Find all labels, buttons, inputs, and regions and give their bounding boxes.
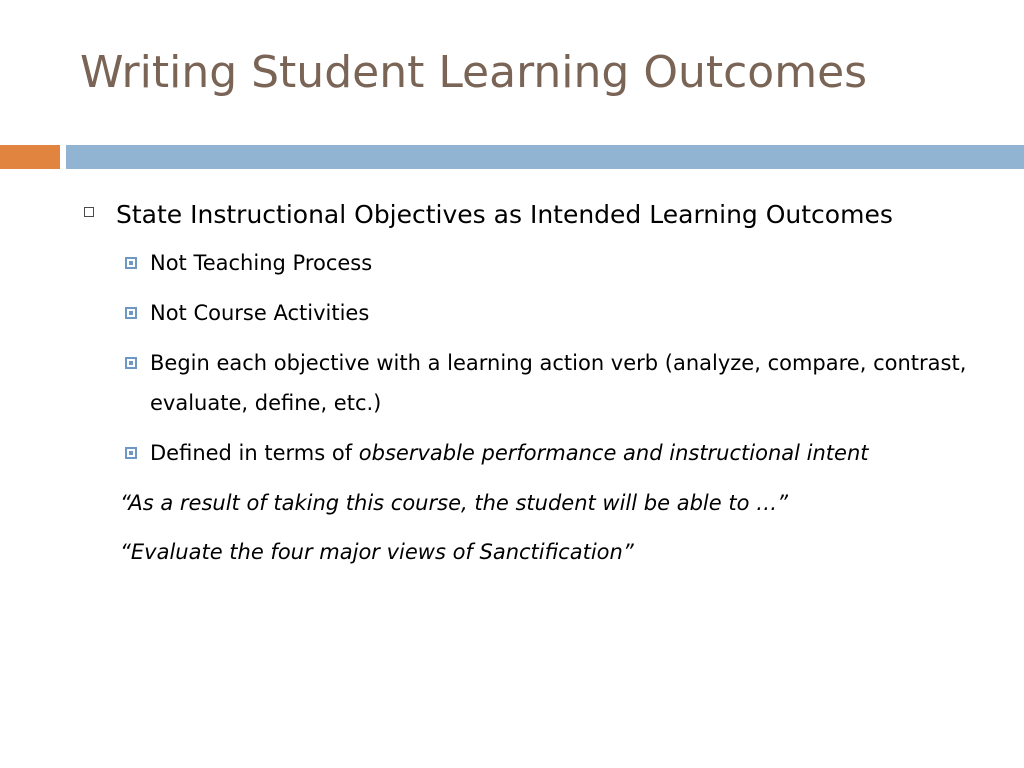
accent-bar-blue — [66, 145, 1024, 169]
main-bullet-text: State Instructional Objectives as Intended Learning Outcomes — [116, 200, 893, 229]
sub-bullet-item — [84, 343, 984, 423]
sub-bullet-item — [84, 293, 984, 333]
hollow-square-bullet-icon — [84, 207, 94, 217]
slide-title: Writing Student Learning Outcomes — [80, 47, 868, 98]
sub-bullet-text: Begin each objective with a learning action verb (analyze, compare, contrast, evaluate, define, etc.) — [150, 351, 967, 415]
square-bullet-icon — [125, 447, 137, 459]
square-bullet-icon — [125, 257, 137, 269]
accent-bar-orange — [0, 145, 60, 169]
sub-bullet-text: Not Teaching Process — [150, 251, 373, 275]
quote-line: “As a result of taking this course, the student will be able to …” — [120, 491, 788, 515]
square-bullet-icon — [125, 307, 137, 319]
sub-bullet-text: Not Course Activities — [150, 301, 370, 325]
sub-bullet-text-prefix: Defined in terms of — [150, 441, 359, 465]
slide-content — [84, 192, 984, 581]
main-bullet — [84, 192, 984, 237]
sub-bullet-item — [84, 243, 984, 283]
quote-line: “Evaluate the four major views of Sanctification” — [120, 540, 634, 564]
square-bullet-icon — [125, 357, 137, 369]
sub-bullet-text-italic: observable performance and instructional intent — [358, 441, 869, 465]
sub-bullet-item — [84, 433, 984, 473]
